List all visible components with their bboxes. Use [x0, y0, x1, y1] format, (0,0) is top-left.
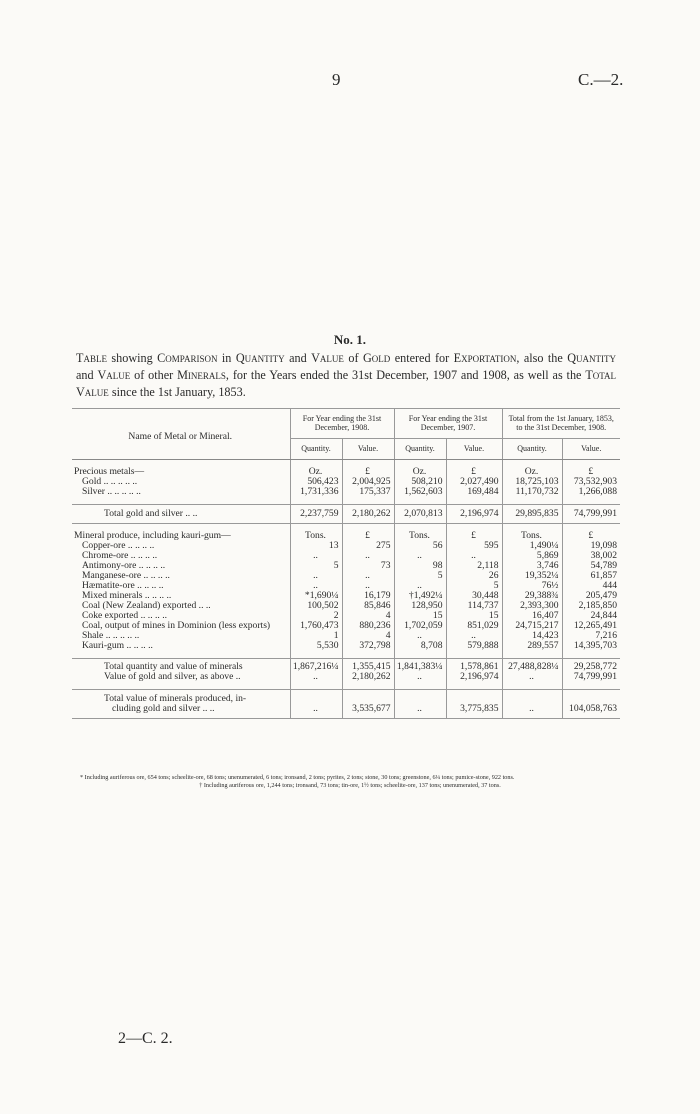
cell: 8,708	[394, 641, 446, 651]
row-label: Shale .. .. .. .. ..	[82, 630, 140, 641]
caption-word: Exportation,	[453, 351, 520, 365]
row-label: Coal, output of mines in Dominion (less exports)	[82, 620, 271, 631]
cell: 5,530	[290, 641, 342, 651]
header-row	[72, 409, 620, 439]
footnote: * Including auriferous ore, 654 tons; scheelite-ore, 68 tons; unenumerated, 6 tons; ironsand, 2 tons; pyrites, 2 tons; stone, 30 tons; greenstone, 6¼ tons; pumice-stone, 922 tons.	[80, 774, 515, 781]
page-number: 9	[332, 70, 341, 89]
cell: 24,844	[562, 611, 620, 621]
row-label: Kauri-gum .. .. .. ..	[82, 640, 153, 651]
cell: *1,690¼	[290, 591, 342, 601]
cell: 506,423	[290, 477, 342, 487]
cell: 98	[394, 561, 446, 571]
cell: 26	[446, 571, 502, 581]
cell: 1,355,415	[342, 659, 394, 673]
cell: ..	[290, 581, 342, 591]
cell: 880,236	[342, 621, 394, 631]
cell: 1,702,059	[394, 621, 446, 631]
unit-cell: Tons.	[394, 531, 446, 541]
cell: 13	[290, 541, 342, 551]
subheader-value: Value.	[342, 439, 394, 460]
subheader-value: Value.	[562, 439, 620, 460]
cell: 76½	[502, 581, 562, 591]
row-label: Silver .. .. .. .. ..	[82, 486, 141, 497]
table-row	[72, 641, 620, 651]
cell: 444	[562, 581, 620, 591]
group-header-1908: For Year ending the 31st December, 1908.	[290, 409, 394, 439]
cell: ..	[394, 551, 446, 561]
cell: 2,196,974	[446, 672, 502, 682]
cell: 1,490¼	[502, 541, 562, 551]
cell: 1,841,383¼	[394, 659, 446, 673]
cell: 2,196,974	[446, 505, 502, 524]
row-label: Total quantity and value of minerals	[72, 659, 290, 673]
cell: 15	[446, 611, 502, 621]
document-reference: C.—2.	[578, 70, 624, 89]
caption-word: Value	[311, 351, 344, 365]
cell: ..	[290, 690, 342, 719]
cell: 74,799,991	[562, 505, 620, 524]
caption-text: showing	[111, 351, 153, 365]
unit-cell: Oz.	[394, 467, 446, 477]
caption-word: Quantity	[235, 351, 285, 365]
cell: 372,798	[342, 641, 394, 651]
row-label: Coke exported .. .. .. ..	[82, 610, 167, 621]
caption-text: since the 1st January, 1853.	[111, 385, 246, 399]
section-heading: Mineral produce, including kauri-gum—	[74, 530, 231, 541]
row-label: Chrome-ore .. .. .. ..	[82, 550, 158, 561]
name-header: Name of Metal or Mineral.	[72, 409, 290, 460]
cell: 5	[446, 581, 502, 591]
caption-text: for the Years ended the 31st December, 1907 and 1908, as well as the	[232, 368, 582, 382]
unit-cell: £	[562, 467, 620, 477]
unit-cell: £	[342, 531, 394, 541]
cell: 508,210	[394, 477, 446, 487]
cell: 38,002	[562, 551, 620, 561]
cell: 12,265,491	[562, 621, 620, 631]
cell: 16,179	[342, 591, 394, 601]
cell: 128,950	[394, 601, 446, 611]
cell: 29,895,835	[502, 505, 562, 524]
cell: 18,725,103	[502, 477, 562, 487]
total-value-row	[72, 690, 620, 719]
subheader-quantity: Quantity.	[290, 439, 342, 460]
row-label: Gold .. .. .. .. ..	[82, 476, 138, 487]
footer-reference: 2—C. 2.	[118, 1030, 173, 1047]
cell: 16,407	[502, 611, 562, 621]
cell: ..	[502, 690, 562, 719]
row-label: Value of gold and silver, as above ..	[104, 671, 241, 682]
caption-word: Quantity	[567, 351, 617, 365]
cell: ..	[342, 581, 394, 591]
cell: 2,180,262	[342, 505, 394, 524]
cell: 19,098	[562, 541, 620, 551]
cell: 3,775,835	[446, 690, 502, 719]
row-label: Manganese-ore .. .. .. ..	[82, 570, 170, 581]
row-label: Antimony-ore .. .. .. ..	[82, 560, 166, 571]
cell: 4	[342, 611, 394, 621]
cell: 1,760,473	[290, 621, 342, 631]
caption-text: entered for	[394, 351, 450, 365]
caption-text: and	[289, 351, 307, 365]
unit-cell: Oz.	[502, 467, 562, 477]
cell: 289,557	[502, 641, 562, 651]
cell: 56	[394, 541, 446, 551]
cell: 3,535,677	[342, 690, 394, 719]
cell: 1,578,861	[446, 659, 502, 673]
unit-cell: Tons.	[290, 531, 342, 541]
cell: 579,888	[446, 641, 502, 651]
table-caption	[76, 350, 616, 401]
cell: 2,237,759	[290, 505, 342, 524]
cell: 29,388¾	[502, 591, 562, 601]
gold-silver-value-row	[72, 672, 620, 682]
unit-cell: £	[446, 531, 502, 541]
row-label: Mixed minerals .. .. .. ..	[82, 590, 172, 601]
row-label-line: cluding gold and silver .. ..	[112, 703, 215, 714]
cell: 275	[342, 541, 394, 551]
cell: 54,789	[562, 561, 620, 571]
cell: 7,216	[562, 631, 620, 641]
caption-word: Comparison	[157, 351, 218, 365]
unit-cell: £	[342, 467, 394, 477]
cell: 24,715,217	[502, 621, 562, 631]
table-row	[72, 487, 620, 497]
total-quantity-row	[72, 659, 620, 673]
caption-text: and	[76, 368, 94, 382]
footnotes	[80, 774, 620, 790]
cell: 14,395,703	[562, 641, 620, 651]
subheader-value: Value.	[446, 439, 502, 460]
cell: 100,502	[290, 601, 342, 611]
caption-word: Minerals,	[177, 368, 229, 382]
cell: ..	[502, 672, 562, 682]
cell: 27,488,828¼	[502, 659, 562, 673]
cell: 205,479	[562, 591, 620, 601]
cell: 15	[394, 611, 446, 621]
cell: ..	[342, 571, 394, 581]
row-label: Coal (New Zealand) exported .. ..	[82, 600, 211, 611]
cell: 2	[290, 611, 342, 621]
cell: ..	[290, 672, 342, 682]
cell: ..	[290, 571, 342, 581]
cell: 2,180,262	[342, 672, 394, 682]
caption-word: Total Value	[76, 368, 617, 399]
caption-text: of	[348, 351, 359, 365]
cell: 104,058,763	[562, 690, 620, 719]
cell: 5,869	[502, 551, 562, 561]
cell: 73	[342, 561, 394, 571]
cell: 73,532,903	[562, 477, 620, 487]
row-label	[72, 690, 290, 719]
cell: ..	[446, 551, 502, 561]
cell: 1	[290, 631, 342, 641]
minerals-table	[72, 408, 620, 721]
cell: ..	[394, 672, 446, 682]
cell: 2,004,925	[342, 477, 394, 487]
cell: ..	[394, 581, 446, 591]
cell: 5	[290, 561, 342, 571]
cell: ..	[446, 631, 502, 641]
caption-text: of other	[134, 368, 174, 382]
cell: 2,185,850	[562, 601, 620, 611]
unit-cell: Oz.	[290, 467, 342, 477]
table-number-heading: No. 1.	[333, 332, 367, 347]
row-label: Total gold and silver .. ..	[72, 505, 290, 524]
cell: 14,423	[502, 631, 562, 641]
cell: 1,867,216¼	[290, 659, 342, 673]
unit-cell: £	[446, 467, 502, 477]
unit-cell: Tons.	[502, 531, 562, 541]
cell: 851,029	[446, 621, 502, 631]
cell: 2,393,300	[502, 601, 562, 611]
cell: 2,118	[446, 561, 502, 571]
caption-text: also the	[523, 351, 563, 365]
cell: 5	[394, 571, 446, 581]
caption-word: Value	[97, 368, 131, 382]
group-header-total: Total from the 1st January, 1853, to the 31st December, 1908.	[502, 409, 620, 439]
cell: ..	[394, 631, 446, 641]
total-gold-silver-row	[72, 505, 620, 524]
cell: 30,448	[446, 591, 502, 601]
footnote: † Including auriferous ore, 1,244 tons; ironsand, 73 tons; tin-ore, 1½ tons; scheelite-ore, 137 tons; unenumerated, 37 tons.	[199, 782, 501, 789]
cell: 175,337	[342, 487, 394, 497]
cell: 3,746	[502, 561, 562, 571]
cell: 61,857	[562, 571, 620, 581]
cell: 4	[342, 631, 394, 641]
cell: 595	[446, 541, 502, 551]
cell: 11,170,732	[502, 487, 562, 497]
cell: ..	[394, 690, 446, 719]
cell: ..	[290, 551, 342, 561]
cell: 29,258,772	[562, 659, 620, 673]
subheader-quantity: Quantity.	[502, 439, 562, 460]
caption-text: in	[221, 351, 232, 365]
cell: 114,737	[446, 601, 502, 611]
section-heading: Precious metals—	[74, 466, 145, 477]
cell: ..	[342, 551, 394, 561]
cell: 1,562,603	[394, 487, 446, 497]
cell: 2,027,490	[446, 477, 502, 487]
row-label: Hæmatite-ore .. .. .. ..	[82, 580, 164, 591]
cell: 19,352¼	[502, 571, 562, 581]
row-label-line: Total value of minerals produced, in-	[104, 693, 247, 704]
group-header-1907: For Year ending the 31st December, 1907.	[394, 409, 502, 439]
cell: 169,484	[446, 487, 502, 497]
cell: 1,731,336	[290, 487, 342, 497]
cell: 1,266,088	[562, 487, 620, 497]
unit-cell: £	[562, 531, 620, 541]
cell: 2,070,813	[394, 505, 446, 524]
row-label: Copper-ore .. .. .. ..	[82, 540, 155, 551]
caption-word: Table	[76, 351, 107, 365]
subheader-quantity: Quantity.	[394, 439, 446, 460]
caption-word: Gold	[362, 351, 391, 365]
mineral-rows	[72, 541, 620, 651]
cell: †1,492¼	[394, 591, 446, 601]
cell: 74,799,991	[562, 672, 620, 682]
cell: 85,846	[342, 601, 394, 611]
